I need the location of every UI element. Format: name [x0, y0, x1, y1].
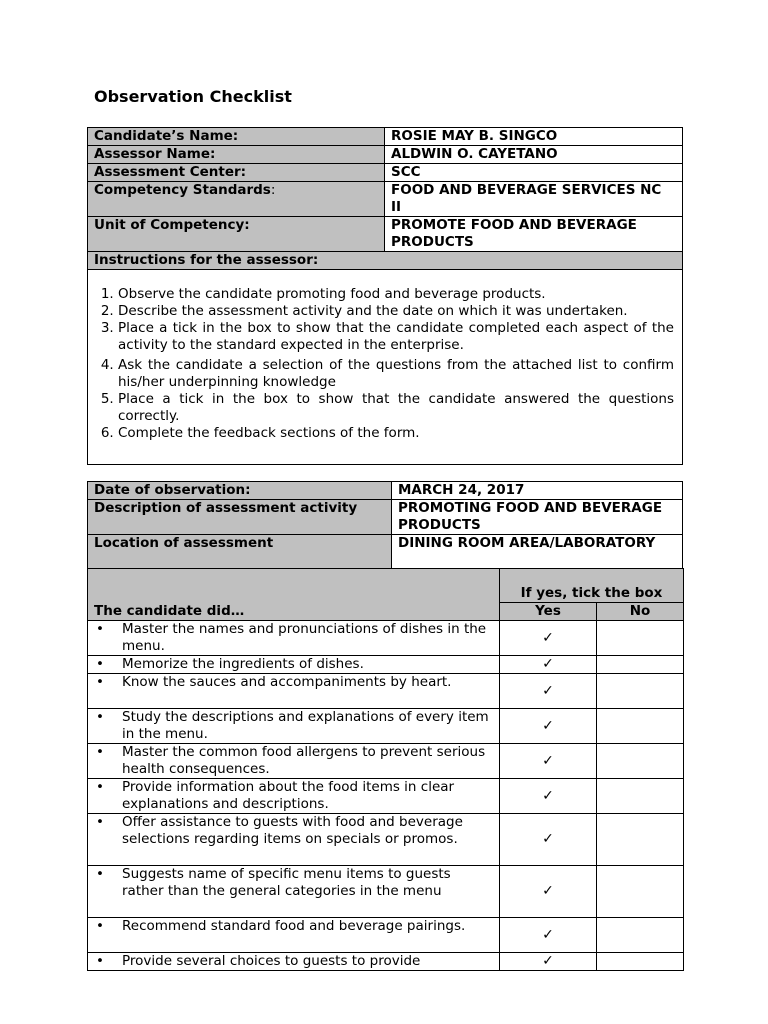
- checklist-item: [88, 744, 500, 779]
- yes-checkbox[interactable]: ✓: [500, 918, 597, 953]
- bullet: •: [96, 814, 104, 830]
- checklist-item-text: Offer assistance to guests with food and beverage selections regarding items on specials or promos.: [122, 814, 463, 847]
- checklist-item: [88, 814, 500, 866]
- instruction-item: 5. Place a tick in the box to show that the candidate answered the questions correctly.: [118, 391, 674, 425]
- checklist-row: [88, 779, 684, 814]
- yes-checkbox[interactable]: ✓: [500, 709, 597, 744]
- table-row: [88, 569, 684, 603]
- instructions-body: [88, 270, 683, 465]
- checklist-item: [88, 674, 500, 709]
- yes-checkbox[interactable]: ✓: [500, 814, 597, 866]
- candidate-info-table: [87, 127, 683, 465]
- assessor-name-label: Assessor Name:: [88, 146, 385, 164]
- checklist-item: [88, 621, 500, 656]
- checklist-item-text: Master the names and pronunciations of dishes in the menu.: [122, 621, 487, 654]
- checklist-item-text: Memorize the ingredients of dishes.: [122, 656, 364, 672]
- assessment-center-label: Assessment Center:: [88, 164, 385, 182]
- unit-of-competency-label: Unit of Competency:: [88, 217, 385, 252]
- yes-checkbox[interactable]: ✓: [500, 866, 597, 918]
- table-row: [88, 128, 683, 146]
- checklist-item-text: Provide several choices to guests to provide: [122, 953, 421, 969]
- checklist-row: [88, 866, 684, 918]
- no-checkbox[interactable]: [597, 866, 684, 918]
- table-row: [88, 217, 683, 252]
- checklist-item-text: Know the sauces and accompaniments by heart.: [122, 674, 452, 690]
- unit-of-competency-value: PROMOTE FOOD AND BEVERAGE PRODUCTS: [385, 217, 683, 252]
- checklist-item: [88, 918, 500, 953]
- checklist-item: [88, 779, 500, 814]
- checklist-row: [88, 674, 684, 709]
- no-checkbox[interactable]: [597, 656, 684, 674]
- instruction-item: 4. Ask the candidate a selection of the questions from the attached list to confirm his/her underpinning knowledge: [118, 357, 674, 391]
- table-row: [88, 482, 683, 500]
- checklist-item-text: Recommend standard food and beverage pairings.: [122, 918, 466, 934]
- bullet: •: [96, 953, 104, 969]
- yes-checkbox[interactable]: ✓: [500, 953, 597, 971]
- yes-column-header: Yes: [500, 603, 597, 621]
- table-row: [88, 270, 683, 465]
- checklist-row: [88, 744, 684, 779]
- checklist-item: [88, 866, 500, 918]
- checklist-row: [88, 709, 684, 744]
- table-row: [88, 182, 683, 217]
- no-checkbox[interactable]: [597, 621, 684, 656]
- assessment-activity-label: Description of assessment activity: [88, 500, 392, 535]
- table-row: [88, 535, 683, 570]
- instructions-heading: Instructions for the assessor:: [88, 252, 683, 270]
- bullet: •: [96, 674, 104, 690]
- location-label: Location of assessment: [88, 535, 392, 570]
- bullet: •: [96, 866, 104, 882]
- assessment-center-value: SCC: [385, 164, 683, 182]
- page-title: Observation Checklist: [94, 87, 292, 106]
- table-row: [88, 252, 683, 270]
- bullet: •: [96, 918, 104, 934]
- instruction-item: 1. Observe the candidate promoting food and beverage products.: [118, 286, 674, 303]
- checklist-item-text: Provide information about the food items in clear explanations and descriptions.: [122, 779, 455, 812]
- bullet: •: [96, 709, 104, 725]
- no-checkbox[interactable]: [597, 674, 684, 709]
- checklist-item-text: Study the descriptions and explanations of every item in the menu.: [122, 709, 489, 742]
- bullet: •: [96, 621, 104, 637]
- no-checkbox[interactable]: [597, 744, 684, 779]
- date-of-observation-value: MARCH 24, 2017: [392, 482, 683, 500]
- no-checkbox[interactable]: [597, 953, 684, 971]
- bullet: •: [96, 656, 104, 672]
- yes-checkbox[interactable]: ✓: [500, 744, 597, 779]
- instruction-item: 6. Complete the feedback sections of the form.: [118, 425, 674, 442]
- checklist-row: [88, 814, 684, 866]
- yes-checkbox[interactable]: ✓: [500, 656, 597, 674]
- checklist-item-text: Suggests name of specific menu items to guests rather than the general categories in the menu: [122, 866, 451, 899]
- no-column-header: No: [597, 603, 684, 621]
- date-of-observation-label: Date of observation:: [88, 482, 392, 500]
- checklist-heading: The candidate did…: [88, 569, 500, 621]
- no-checkbox[interactable]: [597, 918, 684, 953]
- checklist-row: [88, 918, 684, 953]
- location-value: DINING ROOM AREA/LABORATORY: [392, 535, 683, 570]
- competency-standards-colon: :: [270, 182, 276, 198]
- checklist-row: [88, 621, 684, 656]
- bullet: •: [96, 779, 104, 795]
- instruction-item: 3. Place a tick in the box to show that the candidate completed each aspect of the activity to the standard expected in the enterprise.: [118, 320, 674, 354]
- candidate-name-value: ROSIE MAY B. SINGCO: [385, 128, 683, 146]
- assessor-name-value: ALDWIN O. CAYETANO: [385, 146, 683, 164]
- competency-standards-label-text: Competency Standards: [94, 182, 271, 198]
- table-row: [88, 146, 683, 164]
- competency-standards-label: [88, 182, 385, 217]
- assessment-activity-value: PROMOTING FOOD AND BEVERAGE PRODUCTS: [392, 500, 683, 535]
- no-checkbox[interactable]: [597, 814, 684, 866]
- no-checkbox[interactable]: [597, 779, 684, 814]
- checklist-item-text: Master the common food allergens to prevent serious health consequences.: [122, 744, 486, 777]
- yes-checkbox[interactable]: ✓: [500, 674, 597, 709]
- bullet: •: [96, 744, 104, 760]
- checklist-item: [88, 709, 500, 744]
- observation-details-table: [87, 481, 683, 570]
- checklist-row: [88, 656, 684, 674]
- yes-checkbox[interactable]: ✓: [500, 779, 597, 814]
- competency-standards-value: FOOD AND BEVERAGE SERVICES NC II: [385, 182, 683, 217]
- table-row: [88, 164, 683, 182]
- checklist-table: [87, 568, 684, 971]
- checklist-row: [88, 953, 684, 971]
- checklist-item: [88, 953, 500, 971]
- no-checkbox[interactable]: [597, 709, 684, 744]
- checklist-item: [88, 656, 500, 674]
- instructions-list: [96, 286, 674, 442]
- candidate-name-label: Candidate’s Name:: [88, 128, 385, 146]
- instruction-item: 2. Describe the assessment activity and the date on which it was undertaken.: [118, 303, 674, 320]
- yes-checkbox[interactable]: ✓: [500, 621, 597, 656]
- tick-heading: If yes, tick the box: [500, 569, 684, 603]
- table-row: [88, 500, 683, 535]
